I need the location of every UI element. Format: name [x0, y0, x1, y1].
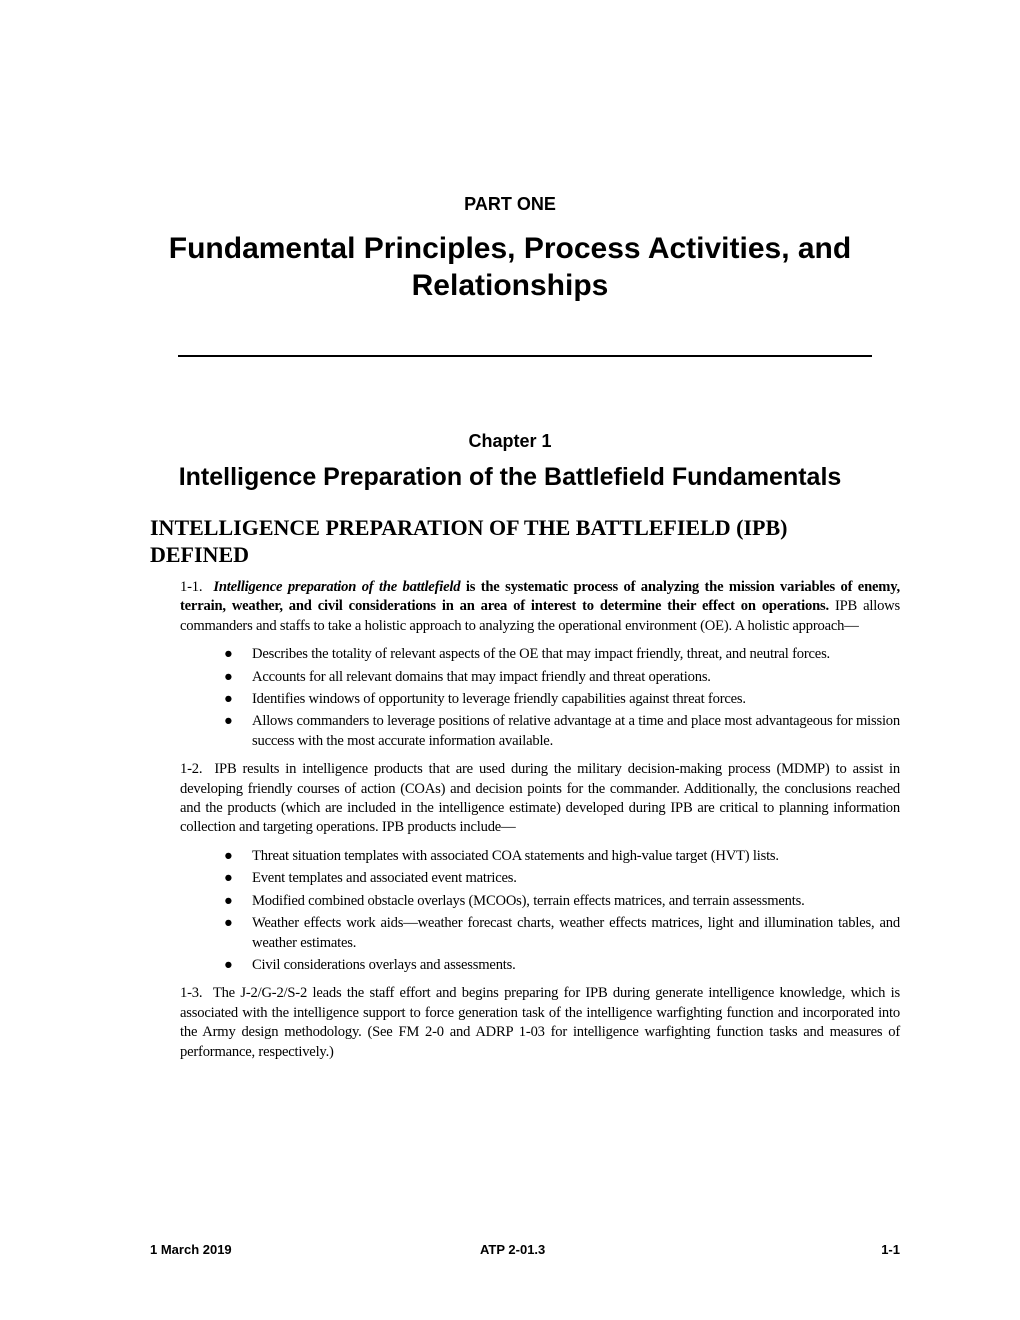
part-label: PART ONE	[464, 194, 556, 214]
bullet-icon: ●	[224, 956, 233, 973]
list-item-text: Civil considerations overlays and assessments.	[252, 956, 516, 973]
paragraph-text: IPB allows commanders and staffs to take a holistic approach to analyzing the operational environment (OE). A holistic approach—	[180, 598, 900, 634]
list-item	[180, 869, 900, 888]
footer-page-number: 1-1	[881, 1242, 900, 1257]
list-item-text: Weather effects work aids—weather forecast charts, weather effects matrices, light and illumination tables, and weather estimates.	[252, 915, 900, 951]
paragraph-text: IPB results in intelligence products that are used during the military decision-making process (MDMP) to assist in developing friendly courses of action (COAs) and decision points for the commander. Additionally, the conclusions reached and the products (which are included in the intelligence estimate) developed during IPB are critical to planning information collection and targeting operations. IPB products include—	[180, 761, 900, 836]
divider	[178, 355, 872, 357]
definition: is the systematic process of analyzing the mission variables of enemy, terrain, weather, and civil considerations in an area of interest to determine their effect on operations.	[180, 579, 900, 615]
list-item-text: Identifies windows of opportunity to leverage friendly capabilities against threat forces.	[252, 691, 746, 708]
bullet-icon: ●	[224, 691, 233, 708]
list-item	[180, 668, 900, 687]
paragraph-number: 1-2.	[180, 761, 203, 778]
list-item	[180, 690, 900, 709]
defined-term: Intelligence preparation of the battlefield	[213, 579, 461, 595]
bullet-icon: ●	[224, 713, 233, 730]
list-item	[180, 645, 900, 664]
list-item-text: Accounts for all relevant domains that may impact friendly and threat operations.	[252, 668, 711, 685]
footer-publication: ATP 2-01.3	[480, 1242, 546, 1257]
list-item	[180, 956, 900, 975]
paragraph-number: 1-1.	[180, 579, 203, 595]
paragraph-1-3	[180, 984, 900, 1062]
paragraph-1-2	[180, 760, 900, 838]
list-item	[180, 847, 900, 866]
part-title: Fundamental Principles, Process Activities, and Relationships	[168, 232, 852, 302]
section-heading: INTELLIGENCE PREPARATION OF THE BATTLEFIELD (IPB) DEFINED	[150, 515, 788, 567]
paragraph-number: 1-3.	[180, 985, 203, 1002]
list-item-text: Threat situation templates with associated COA statements and high-value target (HVT) lists.	[252, 847, 779, 864]
list-item	[180, 892, 900, 911]
bullet-icon: ●	[224, 668, 233, 685]
body-text	[180, 578, 900, 1071]
paragraph-text: The J-2/G-2/S-2 leads the staff effort and begins preparing for IPB during generate intelligence knowledge, which is associated with the intelligence support to force generation task of the intelligence warfighting function and incorporated into the Army design methodology. (See FM 2-0 and ADRP 1-03 for intelligence warfighting function tasks and measures of performance, respectively.)	[180, 985, 900, 1060]
list-item-text: Describes the totality of relevant aspects of the OE that may impact friendly, threat, and neutral forces.	[252, 646, 830, 663]
bullet-icon: ●	[224, 892, 233, 909]
bullet-list-2	[180, 847, 900, 975]
paragraph-1-1	[180, 578, 900, 636]
list-item	[180, 712, 900, 751]
chapter-number: Chapter 1	[468, 431, 552, 451]
list-item	[180, 914, 900, 953]
bullet-icon: ●	[224, 847, 233, 864]
bullet-icon: ●	[224, 870, 233, 887]
bullet-list-1	[180, 645, 900, 751]
list-item-text: Event templates and associated event matrices.	[252, 870, 517, 887]
footer-date: 1 March 2019	[150, 1242, 232, 1257]
list-item-text: Modified combined obstacle overlays (MCOOs), terrain effects matrices, and terrain assessments.	[252, 892, 805, 909]
chapter-title: Intelligence Preparation of the Battlefield Fundamentals	[178, 463, 842, 491]
bullet-icon: ●	[224, 646, 233, 663]
bullet-icon: ●	[224, 915, 233, 932]
list-item-text: Allows commanders to leverage positions of relative advantage at a time and place most advantageous for mission success with the most accurate information available.	[252, 713, 900, 749]
